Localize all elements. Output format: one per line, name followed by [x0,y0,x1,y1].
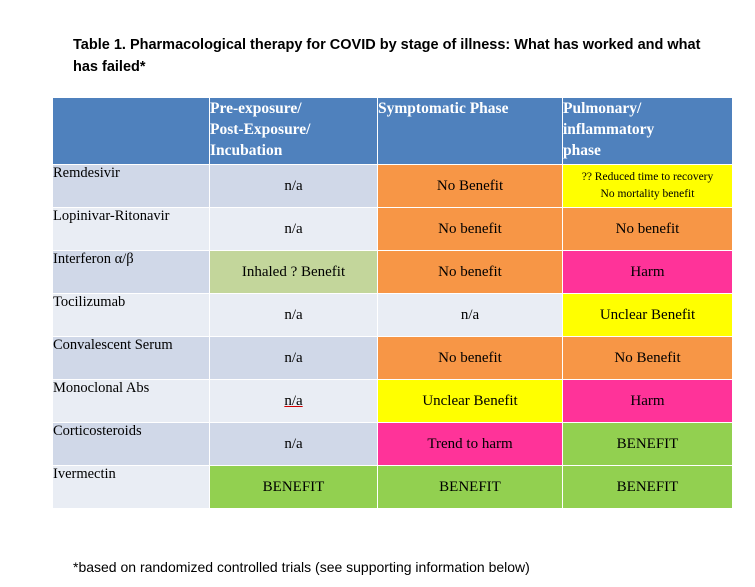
cell-pre [210,380,378,423]
table-row [53,423,733,466]
table-row [53,337,733,380]
drug-name: Monoclonal Abs [53,380,210,423]
cell-pul: BENEFIT [563,466,733,509]
cell-pre: Inhaled ? Benefit [210,251,378,294]
table-row [53,165,733,208]
cell-pre: n/a [210,337,378,380]
header-symptomatic: Symptomatic Phase [378,98,563,165]
cell-pul: Harm [563,251,733,294]
cell-pre: n/a [210,294,378,337]
cell-pul: No benefit [563,208,733,251]
cell-pre: n/a [210,423,378,466]
drug-name: Corticosteroids [53,423,210,466]
table-row [53,380,733,423]
cell-sym: Trend to harm [378,423,563,466]
cell-sym: BENEFIT [378,466,563,509]
cell-sym: No benefit [378,208,563,251]
cell-pul [563,165,733,208]
footnote: *based on randomized controlled trials (see supporting information below) [73,559,530,575]
table-caption: Table 1. Pharmacological therapy for COVID by stage of illness: What has worked and what has failed* [73,37,701,75]
header-pre-exposure: Pre-exposure/ Post-Exposure/ Incubation [210,98,378,165]
drug-name: Ivermectin [53,466,210,509]
table-row [53,466,733,509]
header-corner [53,98,210,165]
drug-name: Interferon α/β [53,251,210,294]
cell-pre-text: n/a [284,392,303,409]
drug-name: Convalescent Serum [53,337,210,380]
cell-pul: Unclear Benefit [563,294,733,337]
therapy-table [52,97,733,509]
header-row [53,98,733,165]
cell-pre: BENEFIT [210,466,378,509]
drug-name: Lopinivar-Ritonavir [53,208,210,251]
cell-sym: n/a [378,294,563,337]
cell-sym: Unclear Benefit [378,380,563,423]
cell-sym: No Benefit [378,165,563,208]
cell-sym: No benefit [378,337,563,380]
table-row [53,208,733,251]
cell-pul: No Benefit [563,337,733,380]
cell-pul: BENEFIT [563,423,733,466]
cell-pul: Harm [563,380,733,423]
drug-name: Remdesivir [53,165,210,208]
drug-name: Tocilizumab [53,294,210,337]
cell-pre: n/a [210,208,378,251]
header-pulmonary: Pulmonary/ inflammatory phase [563,98,733,165]
cell-sym: No benefit [378,251,563,294]
table-row [53,251,733,294]
cell-pul-line2: No mortality benefit [600,188,695,200]
cell-pre: n/a [210,165,378,208]
table-row [53,294,733,337]
cell-pul-line1: ?? Reduced time to recovery [581,171,714,183]
